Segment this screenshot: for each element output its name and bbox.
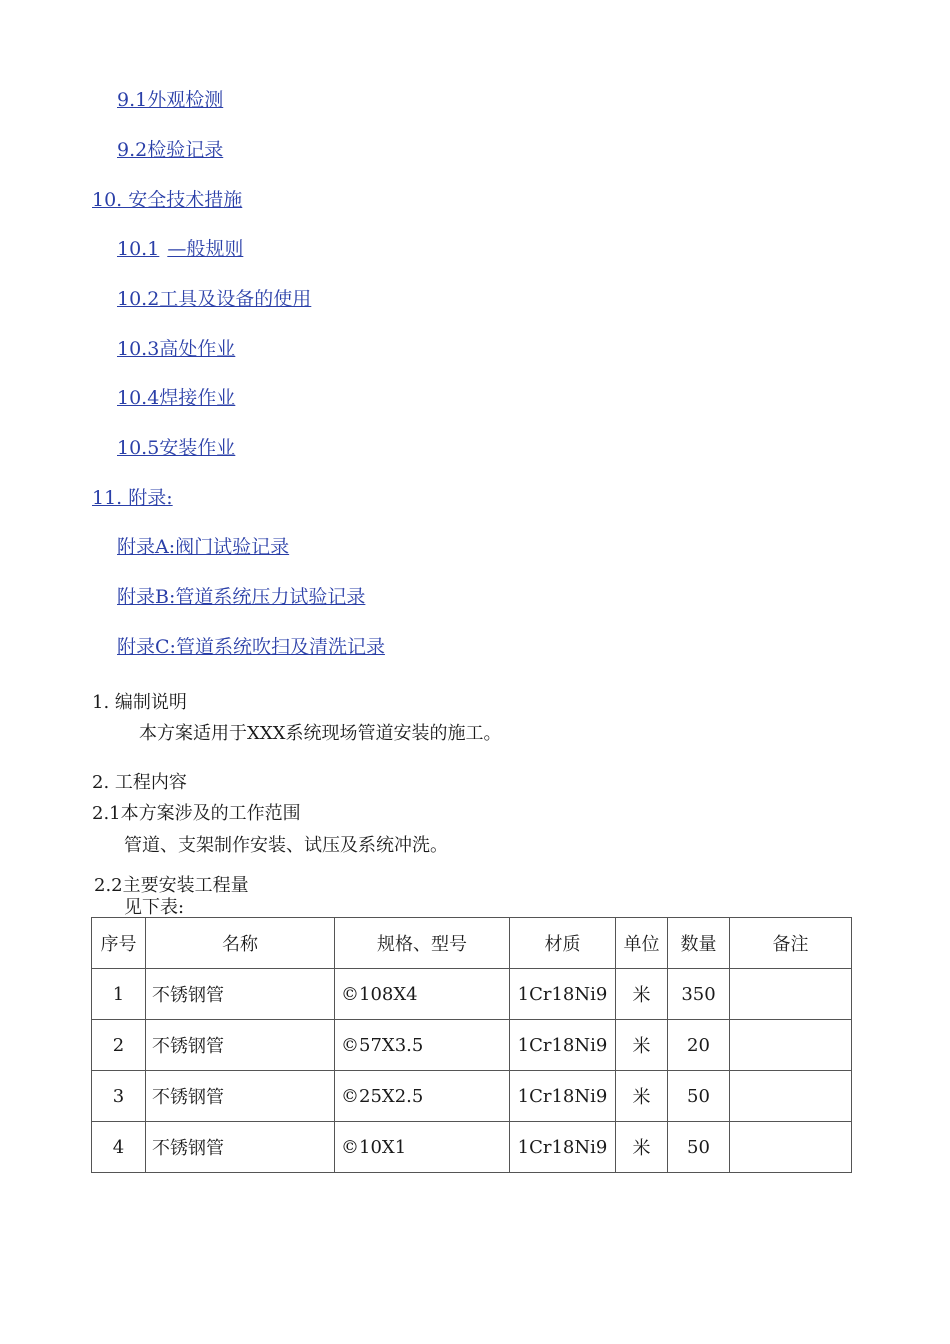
toc-link-10-3[interactable]: 10.3高处作业 (117, 338, 236, 360)
cell-quantity: 20 (668, 1020, 730, 1071)
toc-link-appendix-b[interactable]: 附录B:管道系统压力试验记录 (117, 586, 366, 608)
cell-remarks (730, 1020, 852, 1071)
toc-link-10-2[interactable]: 10.2工具及设备的使用 (117, 288, 312, 310)
toc-link-9-1[interactable]: 9.1外观检测 (117, 89, 224, 111)
table-header-row (92, 918, 852, 969)
cell-unit: 米 (616, 1020, 668, 1071)
cell-material: 1Cr18Ni9 (510, 1071, 616, 1122)
cell-name: 不锈钢管 (146, 1020, 335, 1071)
cell-spec: ©57X3.5 (335, 1020, 510, 1071)
cell-remarks (730, 1071, 852, 1122)
toc-link-appendix-a[interactable]: 附录A:阀门试验记录 (117, 536, 290, 558)
cell-quantity: 50 (668, 1071, 730, 1122)
cell-name: 不锈钢管 (146, 969, 335, 1020)
cell-remarks (730, 1122, 852, 1173)
cell-material: 1Cr18Ni9 (510, 969, 616, 1020)
cell-unit: 米 (616, 1071, 668, 1122)
header-material: 材质 (510, 918, 616, 969)
section-1-heading: 1. 编制说明 (92, 692, 187, 713)
section-1-text: 本方案适用于XXX系统现场管道安装的施工。 (139, 723, 502, 744)
toc-entry-10-1 (117, 237, 243, 261)
cell-material: 1Cr18Ni9 (510, 1122, 616, 1173)
header-spec: 规格、型号 (335, 918, 510, 969)
toc-link-10-5[interactable]: 10.5安装作业 (117, 437, 236, 459)
toc-link-10-1-number[interactable]: 10.1 (117, 238, 160, 260)
cell-remarks (730, 969, 852, 1020)
cell-quantity: 350 (668, 969, 730, 1020)
quantity-table (91, 917, 852, 1173)
cell-unit: 米 (616, 969, 668, 1020)
toc-link-10-1-title[interactable]: —般规则 (167, 238, 244, 260)
toc-link-10-4[interactable]: 10.4焊接作业 (117, 387, 236, 409)
cell-unit: 米 (616, 1122, 668, 1173)
table-row (92, 1122, 852, 1173)
table-row (92, 1020, 852, 1071)
cell-seq: 3 (92, 1071, 146, 1122)
section-2-1-text: 管道、支架制作安装、试压及系统冲洗。 (124, 835, 448, 856)
section-2-2-heading: 2.2主要安装工程量 (94, 875, 249, 896)
header-seq: 序号 (92, 918, 146, 969)
table-row (92, 1071, 852, 1122)
toc-link-11[interactable]: 11. 附录: (92, 487, 173, 509)
toc-link-appendix-c[interactable]: 附录C:管道系统吹扫及清洗记录 (117, 636, 385, 658)
section-2-2-text: 见下表: (124, 897, 185, 918)
toc-link-9-2[interactable]: 9.2检验记录 (117, 139, 224, 161)
section-2-1-heading: 2.1本方案涉及的工作范围 (92, 803, 301, 824)
header-name: 名称 (146, 918, 335, 969)
cell-seq: 1 (92, 969, 146, 1020)
header-unit: 单位 (616, 918, 668, 969)
cell-material: 1Cr18Ni9 (510, 1020, 616, 1071)
cell-spec: ©108X4 (335, 969, 510, 1020)
cell-quantity: 50 (668, 1122, 730, 1173)
cell-name: 不锈钢管 (146, 1122, 335, 1173)
table-row (92, 969, 852, 1020)
cell-seq: 2 (92, 1020, 146, 1071)
section-2-heading: 2. 工程内容 (92, 772, 187, 793)
header-quantity: 数量 (668, 918, 730, 969)
cell-spec: ©25X2.5 (335, 1071, 510, 1122)
cell-seq: 4 (92, 1122, 146, 1173)
header-remarks: 备注 (730, 918, 852, 969)
cell-spec: ©10X1 (335, 1122, 510, 1173)
cell-name: 不锈钢管 (146, 1071, 335, 1122)
toc-link-10[interactable]: 10. 安全技术措施 (92, 189, 243, 211)
